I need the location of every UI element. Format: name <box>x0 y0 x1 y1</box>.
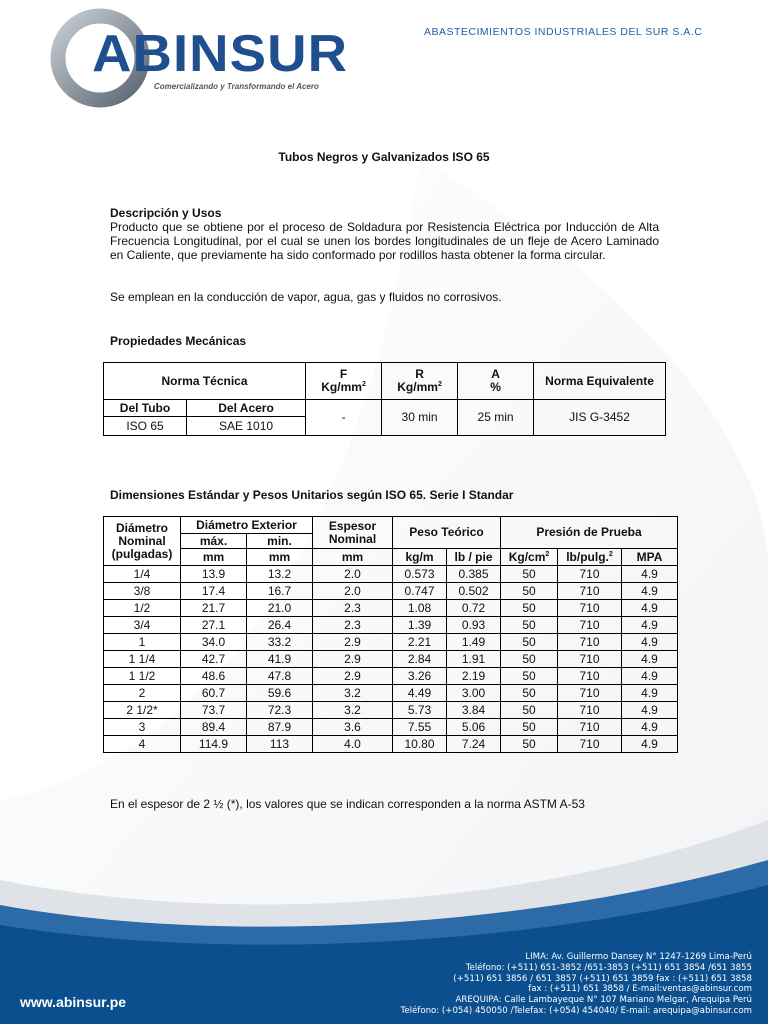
table-cell: 1 <box>104 634 181 651</box>
col-r: R $Kg/mm^2$ <box>382 363 458 400</box>
table-cell: 3 <box>104 719 181 736</box>
table-cell: 3.00 <box>447 685 501 702</box>
table-cell: 710 <box>558 583 622 600</box>
table-cell: 0.93 <box>447 617 501 634</box>
unit-kgm: kg/m <box>393 549 447 566</box>
table-row <box>104 634 678 651</box>
table-cell: 4.9 <box>622 668 678 685</box>
table-cell: 4.0 <box>313 736 393 753</box>
table-cell: 3.26 <box>393 668 447 685</box>
table-cell: 1/2 <box>104 600 181 617</box>
document-title: Tubos Negros y Galvanizados ISO 65 <box>278 150 490 164</box>
table-cell: 2.3 <box>313 617 393 634</box>
table-cell: 113 <box>247 736 313 753</box>
table-cell: 50 <box>501 651 558 668</box>
footnote: En el espesor de 2 ½ (*), los valores que se indican corresponden a la norma ASTM A-53 <box>110 797 585 811</box>
table-cell: 26.4 <box>247 617 313 634</box>
table-cell: 2.0 <box>313 566 393 583</box>
table-cell: 2.3 <box>313 600 393 617</box>
table-cell: 3/8 <box>104 583 181 600</box>
table-cell: 710 <box>558 617 622 634</box>
table-cell: 48.6 <box>181 668 247 685</box>
table-cell: 2.9 <box>313 651 393 668</box>
table-cell: 5.73 <box>393 702 447 719</box>
table-cell: 2.9 <box>313 634 393 651</box>
table-cell: 47.8 <box>247 668 313 685</box>
value-r: 30 min <box>382 400 458 436</box>
table-cell: 2.0 <box>313 583 393 600</box>
table-row <box>104 600 678 617</box>
table-cell: 60.7 <box>181 685 247 702</box>
table-cell: 710 <box>558 719 622 736</box>
unit-mpa: MPA <box>622 549 678 566</box>
table-cell: 59.6 <box>247 685 313 702</box>
table-row <box>104 719 678 736</box>
contact-line: Teléfono: (+511) 651-3852 /651-3853 (+511) 651 3854 /651 3855 <box>465 962 752 973</box>
table-cell: 4.9 <box>622 685 678 702</box>
unit-mm-espesor: mm <box>313 549 393 566</box>
table-cell: 710 <box>558 736 622 753</box>
table-cell: 73.7 <box>181 702 247 719</box>
table-row <box>104 736 678 753</box>
table-cell: 1/4 <box>104 566 181 583</box>
table-cell: 89.4 <box>181 719 247 736</box>
table-cell: 34.0 <box>181 634 247 651</box>
table-cell: 0.573 <box>393 566 447 583</box>
table-cell: 50 <box>501 617 558 634</box>
table-cell: 3.6 <box>313 719 393 736</box>
contact-line: fax : (+511) 651 3858 / E-mail:ventas@abinsur.com <box>528 984 752 995</box>
table-cell: 3.2 <box>313 702 393 719</box>
table-cell: 7.55 <box>393 719 447 736</box>
col-norma-tecnica: Norma Técnica <box>104 363 306 400</box>
dimensions-heading: Dimensiones Estándar y Pesos Unitarios según ISO 65. Serie I Standar <box>110 488 514 502</box>
table-cell: 3.2 <box>313 685 393 702</box>
contact-line: (+511) 651 3856 / 651 3857 (+511) 651 3859 fax : (+511) 651 3858 <box>453 973 752 984</box>
table-cell: 2.21 <box>393 634 447 651</box>
table-cell: 1 1/2 <box>104 668 181 685</box>
col-peso-teorico: Peso Teórico <box>393 517 501 549</box>
table-cell: 4.9 <box>622 736 678 753</box>
description-text: Producto que se obtiene por el proceso de Soldadura por Resistencia Eléctrica por Inducción de Alta Frecuencia Longitudinal, por el cual se unen los bordes longitudinales de un fleje de Acero Laminado en Caliente, que previamente ha sido conformado por rodillos hasta obtener la forma circular. <box>110 220 659 262</box>
table-cell: 50 <box>501 583 558 600</box>
table-cell: 710 <box>558 651 622 668</box>
table-cell: 21.0 <box>247 600 313 617</box>
company-logo <box>48 8 358 113</box>
dimensions-table <box>103 516 678 753</box>
table-cell: 50 <box>501 685 558 702</box>
table-cell: 710 <box>558 668 622 685</box>
table-cell: 50 <box>501 566 558 583</box>
col-diametro-exterior: Diámetro Exterior <box>181 517 313 534</box>
table-cell: 3/4 <box>104 617 181 634</box>
table-cell: 13.9 <box>181 566 247 583</box>
contact-line: AREQUIPA: Calle Lambayeque N° 107 Mariano Melgar, Arequipa Perú <box>455 995 752 1006</box>
contact-line: Teléfono: (+054) 450050 /Telefax: (+054) 454040/ E-mail: arequipa@abinsur.com <box>400 1005 752 1016</box>
value-del-tubo: ISO 65 <box>104 417 187 436</box>
table-cell: 2.19 <box>447 668 501 685</box>
table-cell: 4.9 <box>622 651 678 668</box>
table-cell: 4.9 <box>622 702 678 719</box>
table-cell: 50 <box>501 668 558 685</box>
table-row <box>104 583 678 600</box>
table-cell: 0.385 <box>447 566 501 583</box>
unit-kgcm2: $Kg/cm^2$ <box>501 549 558 566</box>
table-cell: 50 <box>501 719 558 736</box>
table-row <box>104 685 678 702</box>
table-cell: 0.747 <box>393 583 447 600</box>
col-del-acero: Del Acero <box>187 400 306 417</box>
table-cell: 3.84 <box>447 702 501 719</box>
table-cell: 114.9 <box>181 736 247 753</box>
table-cell: 1.49 <box>447 634 501 651</box>
col-diametro-nominal: Diámetro Nominal (pulgadas) <box>104 517 181 566</box>
table-cell: 50 <box>501 702 558 719</box>
value-del-acero: SAE 1010 <box>187 417 306 436</box>
table-cell: 710 <box>558 566 622 583</box>
table-cell: 17.4 <box>181 583 247 600</box>
table-cell: 0.72 <box>447 600 501 617</box>
table-cell: 2 1/2* <box>104 702 181 719</box>
mechanical-heading: Propiedades Mecánicas <box>110 334 247 348</box>
dimensions-table-body <box>104 566 678 753</box>
table-cell: 4.49 <box>393 685 447 702</box>
table-row <box>104 651 678 668</box>
table-row <box>104 566 678 583</box>
table-cell: 7.24 <box>447 736 501 753</box>
table-cell: 4.9 <box>622 566 678 583</box>
unit-mm-min: mm <box>247 549 313 566</box>
table-cell: 50 <box>501 736 558 753</box>
table-cell: 0.502 <box>447 583 501 600</box>
table-cell: 2.84 <box>393 651 447 668</box>
col-max: máx. <box>181 534 247 549</box>
table-cell: 710 <box>558 702 622 719</box>
mechanical-properties-table <box>103 362 666 436</box>
col-del-tubo: Del Tubo <box>104 400 187 417</box>
table-cell: 27.1 <box>181 617 247 634</box>
uses-text: Se emplean en la conducción de vapor, agua, gas y fluidos no corrosivos. <box>110 290 502 304</box>
table-row <box>104 617 678 634</box>
table-cell: 1 1/4 <box>104 651 181 668</box>
table-cell: 1.39 <box>393 617 447 634</box>
table-cell: 87.9 <box>247 719 313 736</box>
table-cell: 2.9 <box>313 668 393 685</box>
table-cell: 50 <box>501 600 558 617</box>
company-name: ABASTECIMIENTOS INDUSTRIALES DEL SUR S.A.C <box>424 26 703 38</box>
description-heading: Descripción y Usos <box>110 206 222 220</box>
contact-info <box>401 952 752 1017</box>
table-cell: 72.3 <box>247 702 313 719</box>
table-cell: 710 <box>558 600 622 617</box>
table-cell: 41.9 <box>247 651 313 668</box>
table-row <box>104 702 678 719</box>
table-cell: 33.2 <box>247 634 313 651</box>
table-cell: 1.08 <box>393 600 447 617</box>
unit-lbpulg2: lb/pulg.$^2$ <box>558 549 622 566</box>
website-link[interactable]: www.abinsur.pe <box>20 994 127 1010</box>
contact-line: LIMA: Av. Guillermo Dansey N° 1247-1269 Lima-Perú <box>525 952 752 962</box>
table-cell: 50 <box>501 634 558 651</box>
table-cell: 4.9 <box>622 583 678 600</box>
table-cell: 10.80 <box>393 736 447 753</box>
col-espesor-nominal: Espesor Nominal <box>313 517 393 549</box>
table-cell: 4 <box>104 736 181 753</box>
table-cell: 710 <box>558 685 622 702</box>
table-cell: 5.06 <box>447 719 501 736</box>
table-cell: 42.7 <box>181 651 247 668</box>
table-row <box>104 668 678 685</box>
table-cell: 1.91 <box>447 651 501 668</box>
logo-tagline: Comercializando y Transformando el Acero <box>154 82 319 91</box>
table-cell: 4.9 <box>622 617 678 634</box>
value-a: 25 min <box>458 400 534 436</box>
col-norma-equivalente: Norma Equivalente <box>534 363 666 400</box>
table-cell: 710 <box>558 634 622 651</box>
col-presion-prueba: Presión de Prueba <box>501 517 678 549</box>
col-f: F $Kg/mm^2$ <box>306 363 382 400</box>
unit-lbpie: lb / pie <box>447 549 501 566</box>
table-cell: 2 <box>104 685 181 702</box>
table-cell: 21.7 <box>181 600 247 617</box>
table-cell: 4.9 <box>622 719 678 736</box>
table-cell: 13.2 <box>247 566 313 583</box>
table-cell: 16.7 <box>247 583 313 600</box>
value-f: - <box>306 400 382 436</box>
unit-mm-max: mm <box>181 549 247 566</box>
table-cell: 4.9 <box>622 634 678 651</box>
col-min: min. <box>247 534 313 549</box>
table-cell: 4.9 <box>622 600 678 617</box>
logo-wordmark: ABINSUR <box>92 25 349 83</box>
col-a: A % <box>458 363 534 400</box>
value-equivalente: JIS G-3452 <box>534 400 666 436</box>
